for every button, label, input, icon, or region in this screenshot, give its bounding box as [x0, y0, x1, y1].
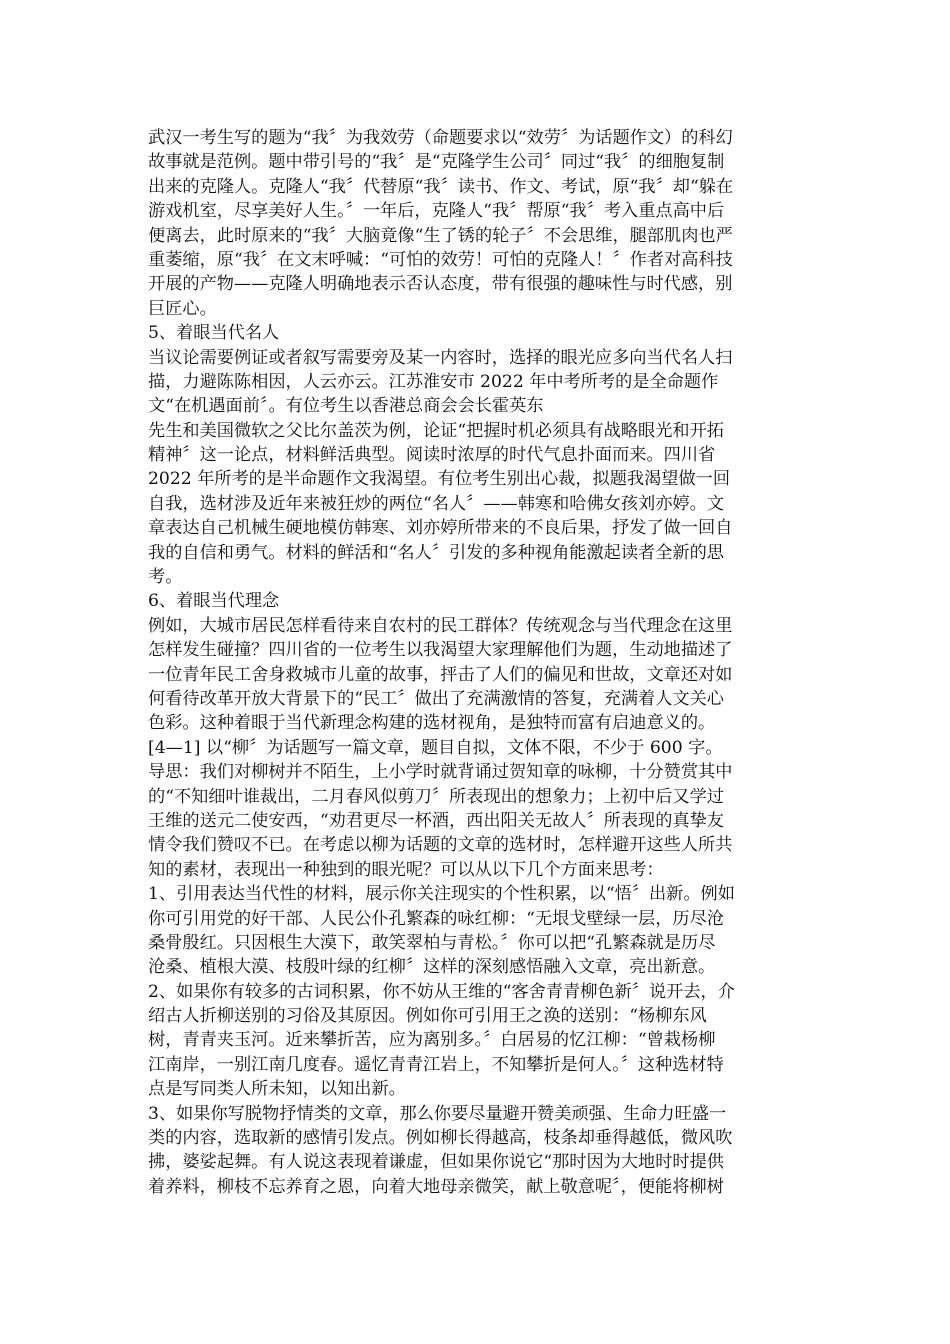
- text-line: 色彩。这种着眼于当代新理念构建的选材视角，是独特而富有启迪意义的。: [148, 713, 716, 734]
- text-line: 何看待改革开放大背景下的“民工〞做出了充满激情的答复，充满着人文关心: [148, 688, 724, 709]
- text-line: 自我，选材涉及近年来被狂炒的两位“名人〞——韩寒和哈佛女孩刘亦婷。文: [148, 493, 724, 514]
- text-line: 拂，婆娑起舞。有人说这表现着谦虚，但如果你说它“那时因为大地时时提供: [148, 1152, 724, 1173]
- text-line: 3、如果你写脱物抒情类的文章，那么你要尽量避开赞美顽强、生命力旺盛一: [148, 1103, 727, 1124]
- text-line: 开展的产物——克隆人明确地表示否认态度，带有很强的趣味性与时代感，别: [148, 274, 733, 295]
- text-line: 1、引用表达当代性的材料，展示你关注现实的个性积累，以“悟〞出新。例如: [148, 884, 735, 905]
- text-line: 文“在机遇面前〞。有位考生以香港总商会会长霍英东: [148, 396, 544, 417]
- text-line: 例如，大城市居民怎样看待来自农村的民工群体？传统观念与当代理念在这里: [148, 615, 733, 636]
- text-line: 故事就是范例。题中带引号的“我〞是“克隆学生公司〞同过“我〞的细胞复制: [148, 152, 725, 173]
- text-line: 情令我们赞叹不已。在考虑以柳为话题的文章的选材时，怎样避开这些人所共: [148, 835, 733, 856]
- text-line: 当议论需要例证或者叙写需要旁及某一内容时，选择的眼光应多向当代名人扫: [148, 347, 733, 368]
- text-line: 6、着眼当代理念: [148, 591, 280, 612]
- text-line: 巨匠心。: [148, 298, 217, 319]
- text-line: 知的素材，表现出一种独到的眼光呢？可以从以下几个方面来思考：: [148, 859, 664, 880]
- text-line: 精神〞这一论点，材料鲜活典型。阅读时浓厚的时代气息扑面而来。四川省: [148, 445, 716, 466]
- text-line: 树，青青夹玉河。近来攀折苦，应为离别多。〞白居易的忆江柳：“曾栽杨柳: [148, 1030, 716, 1051]
- text-line: 重萎缩，原“我〞在文末呼喊：“可怕的效劳！可怕的克隆人！〞作者对高科技: [148, 249, 733, 270]
- text-line: 王维的送元二使安西，“劝君更尽一杯酒，西出阳关无故人〞所表现的真挚友: [148, 810, 724, 831]
- text-line: 江南岸，一别江南几度春。遥忆青青江岩上，不知攀折是何人。〞这种选材特: [148, 1054, 724, 1075]
- text-line: 点是写同类人所未知，以知出新。: [148, 1079, 406, 1100]
- text-line: 出来的克隆人。克隆人“我〞代替原“我〞读书、作文、考试，原“我〞却“躲在: [148, 176, 734, 197]
- text-line: 导思：我们对柳树并不陌生，上小学时就背诵过贺知章的咏柳，十分赞赏其中: [148, 762, 733, 783]
- text-line: 怎样发生碰撞？四川省的一位考生以我渴望大家理解他们为题，生动地描述了: [148, 640, 733, 661]
- text-line: 类的内容，选取新的感情引发点。例如柳长得越高，枝条却垂得越低，微风吹: [148, 1128, 733, 1149]
- text-line: 着养料，柳枝不忘养育之恩，向着大地母亲微笑，献上敬意呢〞，便能将柳树: [148, 1176, 724, 1197]
- text-line: 桑骨殷红。只因根生大漠下，敢笑翠柏与青松。〞你可以把“孔繁森就是历尽: [148, 932, 716, 953]
- text-line: 武汉一考生写的题为“我〞为我效劳（命题要求以“效劳〞为话题作文）的科幻: [148, 128, 733, 148]
- text-line: 描，力避陈陈相因，人云亦云。江苏淮安市 2022 年中考所考的是全命题作: [148, 371, 719, 392]
- text-line: 游戏机室，尽享美好人生。〞一年后，克隆人“我〞帮原“我〞考入重点高中后: [148, 201, 725, 222]
- text-line: 考。: [148, 567, 183, 588]
- text-line: 便离去，此时原来的“我〞大脑竟像“生了锈的轮子〞不会思维，腿部肌肉也严: [148, 225, 733, 246]
- text-line: 章表达自己机械生硬地模仿韩寒、刘亦婷所带来的不良后果，抒发了做一回自: [148, 518, 733, 539]
- text-line: 2022 年所考的是半命题作文我渴望。有位考生别出心裁，拟题我渴望做一回: [148, 469, 731, 490]
- text-line: 我的自信和勇气。材料的鲜活和“名人〞引发的多种视角能激起读者全新的思: [148, 542, 724, 563]
- text-line: 沧桑、植根大漠、枝殷叶绿的红柳〞这样的深刻感悟融入文章，亮出新意。: [148, 957, 716, 978]
- text-line: 5、着眼当代名人: [148, 323, 280, 344]
- document-body: [148, 126, 808, 1199]
- text-line: 2、如果你有较多的古词积累，你不妨从王维的“客舍青青柳色新〞说开去，介: [148, 981, 735, 1002]
- text-line: 先生和美国微软之父比尔盖茨为例，论证“把握时机必须具有战略眼光和开拓: [148, 420, 724, 441]
- text-line: 一位青年民工舍身救城市儿童的故事，抨击了人们的偏见和世故，文章还对如: [148, 664, 733, 685]
- text-line: [4—1] 以“柳〞为话题写一篇文章，题目自拟，文体不限，不少于 600 字。: [148, 737, 723, 758]
- text-line: 你可引用党的好干部、人民公仆孔繁森的咏红柳：“无垠戈壁绿一层，历尽沧: [148, 908, 724, 929]
- text-line: 的“不知细叶谁裁出，二月春风似剪刀〞所表现出的想象力；上初中后又学过: [148, 786, 724, 807]
- text-line: 绍古人折柳送别的习俗及其原因。例如你可引用王之涣的送别：“杨柳东风: [148, 1006, 707, 1027]
